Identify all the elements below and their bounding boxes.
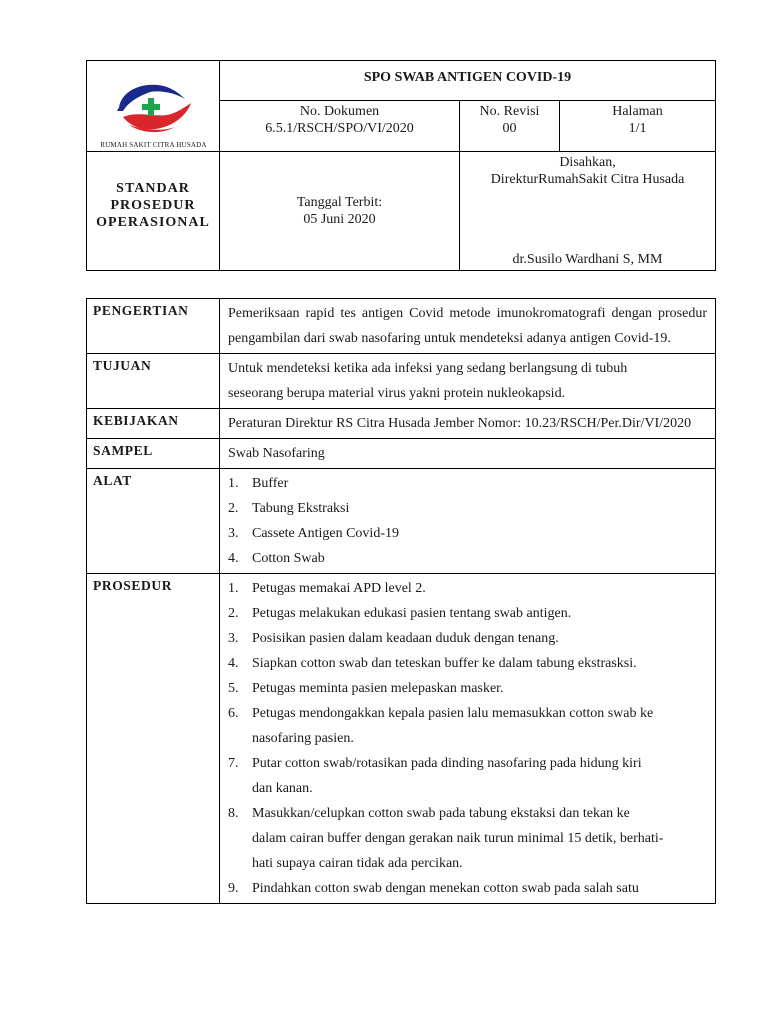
item-line: Petugas meminta pasien melepaskan masker. <box>252 681 504 696</box>
item-line: Pindahkan cotton swab dengan menekan cotton swab pada salah satu <box>252 881 639 896</box>
label-kebijakan: KEBIJAKAN <box>87 409 220 439</box>
revision-value: 00 <box>502 121 517 136</box>
text-kebijakan <box>220 409 716 439</box>
list-item <box>228 626 707 651</box>
row-alat <box>87 469 716 574</box>
hospital-logo <box>87 61 220 152</box>
list-item <box>228 876 707 901</box>
document-title: SPO SWAB ANTIGEN COVID-19 <box>220 61 716 101</box>
page-cell <box>560 101 716 152</box>
sop-label-line2: PROSEDUR <box>110 198 196 213</box>
issue-date-value: 05 Juni 2020 <box>303 212 376 227</box>
label-sampel: SAMPEL <box>87 439 220 469</box>
list-item <box>228 801 707 876</box>
document-number-cell <box>220 101 460 152</box>
item-number: 4. <box>228 551 239 566</box>
list-item <box>228 471 707 496</box>
revision-label: No. Revisi <box>479 104 540 119</box>
signer-name: dr.Susilo Wardhani S, MM <box>512 252 663 267</box>
list-item <box>228 651 707 676</box>
tujuan-line1: Untuk mendeteksi ketika ada infeksi yang sedang berlangsung di tubuh <box>228 361 628 376</box>
item-line: Petugas mendongakkan kepala pasien lalu memasukkan cotton swab ke <box>252 706 654 721</box>
item-number: 1. <box>228 476 239 491</box>
sop-label-cell <box>87 152 220 271</box>
label-tujuan: TUJUAN <box>87 354 220 409</box>
document-number-value: 6.5.1/RSCH/SPO/VI/2020 <box>265 121 414 136</box>
list-item <box>228 496 707 521</box>
list-item <box>228 701 707 751</box>
list-item <box>228 576 707 601</box>
approved-role: DirekturRumahSakit Citra Husada <box>490 172 685 187</box>
row-sampel <box>87 439 716 469</box>
hospital-name: RUMAH SAKIT CITRA HUSADA <box>100 141 207 149</box>
item-line: hati supaya cairan tidak ada percikan. <box>252 856 463 871</box>
item-number: 4. <box>228 656 239 671</box>
item-line: Putar cotton swab/rotasikan pada dinding nasofaring pada hidung kiri <box>252 756 642 771</box>
text-sampel: Swab Nasofaring <box>220 439 716 469</box>
issue-date-cell <box>220 152 460 271</box>
item-line: Siapkan cotton swab dan teteskan buffer ke dalam tabung ekstrasksi. <box>252 656 637 671</box>
item-number: 3. <box>228 631 239 646</box>
item-number: 1. <box>228 581 239 596</box>
list-prosedur <box>220 574 716 904</box>
item-number: 3. <box>228 526 239 541</box>
label-pengertian: PENGERTIAN <box>87 299 220 354</box>
text-tujuan <box>220 354 716 409</box>
item-text: Buffer <box>252 476 289 491</box>
row-kebijakan <box>87 409 716 439</box>
row-tujuan <box>87 354 716 409</box>
logo-cell <box>87 61 220 152</box>
pengertian-text: Pemeriksaan rapid tes antigen Covid metode imunokromatografi dengan prosedur pengambilan dari swab nasofaring untuk mendeteksi adanya antigen Covid-19. <box>228 306 707 346</box>
item-text: Cotton Swab <box>252 551 325 566</box>
list-item <box>228 546 707 571</box>
document-number-label: No. Dokumen <box>299 104 380 119</box>
sop-label-line3: OPERASIONAL <box>96 215 210 230</box>
kebijakan-text: Peraturan Direktur RS Citra Husada Jember Nomor: 10.23/RSCH/Per.Dir/VI/2020 <box>228 416 692 431</box>
item-line: nasofaring pasien. <box>252 731 354 746</box>
list-item <box>228 521 707 546</box>
item-number: 9. <box>228 881 239 896</box>
list-item <box>228 751 707 801</box>
list-alat <box>220 469 716 574</box>
row-prosedur <box>87 574 716 904</box>
item-text: Tabung Ekstraksi <box>252 501 350 516</box>
list-item <box>228 601 707 626</box>
hands-cross-icon <box>115 81 193 137</box>
label-alat: ALAT <box>87 469 220 574</box>
sop-content-table <box>86 298 716 904</box>
item-line: Masukkan/celupkan cotton swab pada tabung ekstaksi dan tekan ke <box>252 806 630 821</box>
item-number: 8. <box>228 806 239 821</box>
approval-cell <box>460 152 716 271</box>
item-number: 5. <box>228 681 239 696</box>
page-value: 1/1 <box>628 121 647 136</box>
tujuan-line2: seseorang berupa material virus yakni protein nukleokapsid. <box>228 386 566 401</box>
list-item <box>228 676 707 701</box>
item-number: 2. <box>228 501 239 516</box>
text-pengertian <box>220 299 716 354</box>
item-number: 2. <box>228 606 239 621</box>
item-text: Cassete Antigen Covid-19 <box>252 526 399 541</box>
item-line: Posisikan pasien dalam keadaan duduk dengan tenang. <box>252 631 559 646</box>
sop-header-table <box>86 60 716 271</box>
item-number: 6. <box>228 706 239 721</box>
revision-cell <box>460 101 560 152</box>
row-pengertian <box>87 299 716 354</box>
item-line: Petugas memakai APD level 2. <box>252 581 426 596</box>
item-line: dan kanan. <box>252 781 313 796</box>
label-prosedur: PROSEDUR <box>87 574 220 904</box>
item-line: dalam cairan buffer dengan gerakan naik turun minimal 15 detik, berhati- <box>252 831 664 846</box>
sop-label-line1: STANDAR <box>116 181 190 196</box>
item-number: 7. <box>228 756 239 771</box>
page-label: Halaman <box>612 104 663 119</box>
issue-date-label: Tanggal Terbit: <box>296 195 383 210</box>
approved-label: Disahkan, <box>559 155 616 170</box>
item-line: Petugas melakukan edukasi pasien tentang swab antigen. <box>252 606 572 621</box>
